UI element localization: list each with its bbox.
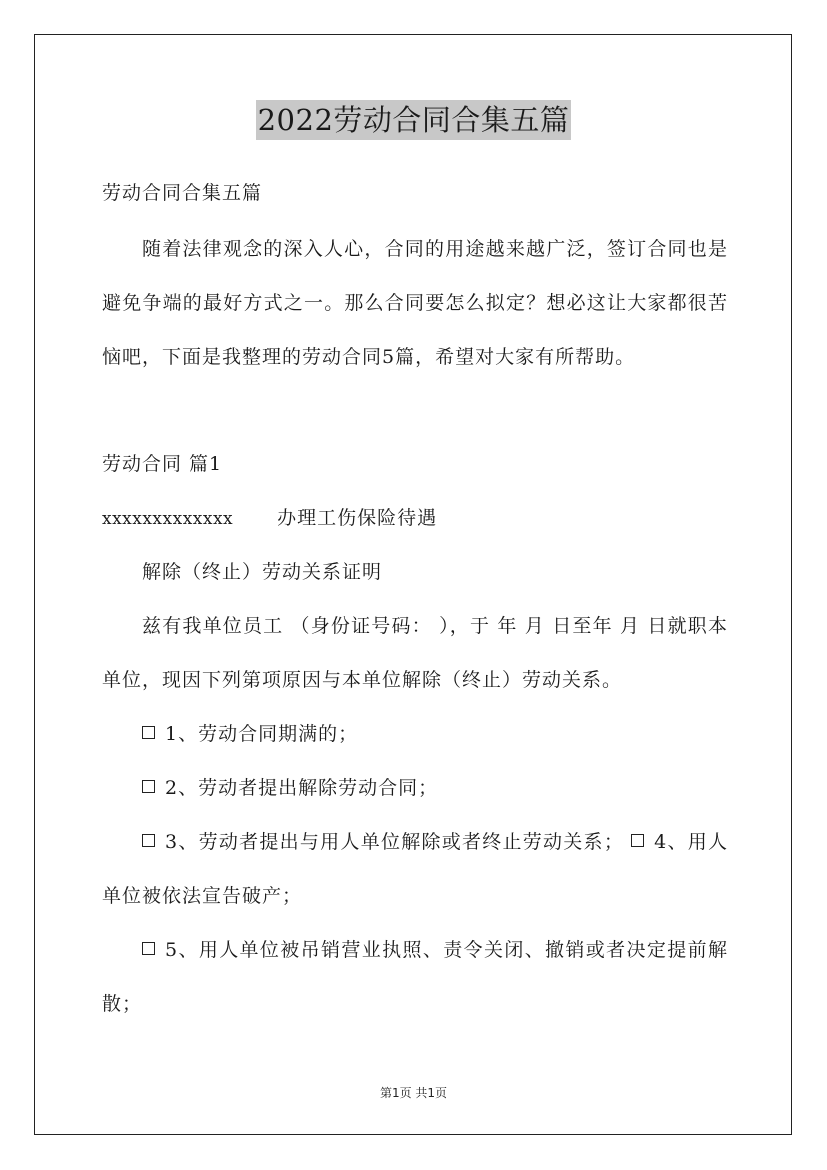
list-item-5 [102,923,728,1031]
list-item-1 [102,707,728,761]
checkbox-icon [142,834,155,847]
certificate-title: 解除（终止）劳动关系证明 [142,561,383,583]
section-heading: 劳动合同 篇1 [102,453,223,475]
list-item-3-text: 3、劳动者提出与用人单位解除或者终止劳动关系； [165,831,624,853]
intro-paragraph: 随着法律观念的深入人心，合同的用途越来越广泛，签订合同也是避免争端的最好方式之一。那么合同要怎么拟定？想必这让大家都很苦恼吧，下面是我整理的劳动合同5篇，希望对大家有所帮助。 [102,238,728,368]
title-container [0,100,827,140]
page-footer: 第1页 共1页 [379,1086,448,1100]
list-item-2 [102,761,728,815]
list-item-5-text: 5、用人单位被吊销营业执照、责令关闭、撤销或者决定提前解散； [102,939,728,1015]
list-item-2-text: 2、劳动者提出解除劳动合同； [165,777,439,799]
checkbox-icon [142,942,155,955]
x-placeholder-line [102,491,728,546]
checkbox-icon [631,834,644,847]
checkbox-icon [142,726,155,739]
document-subtitle: 劳动合同合集五篇 [102,182,263,204]
checkbox-icon [142,780,155,793]
x-placeholder: xxxxxxxxxxxxx [102,509,234,529]
document-title: 2022劳动合同合集五篇 [256,100,572,140]
list-item-3-4 [102,815,728,923]
list-item-4-text: 4、用人单位被依法宣告破产； [102,831,729,907]
list-item-1-text: 1、劳动合同期满的； [165,723,359,745]
x-line-text: 办理工伤保险待遇 [277,507,438,529]
certificate-body: 兹有我单位员工 （身份证号码： ），于 年 月 日至年 月 日就职本单位，现因下列第项原因与本单位解除（终止）劳动关系。 [102,615,728,691]
